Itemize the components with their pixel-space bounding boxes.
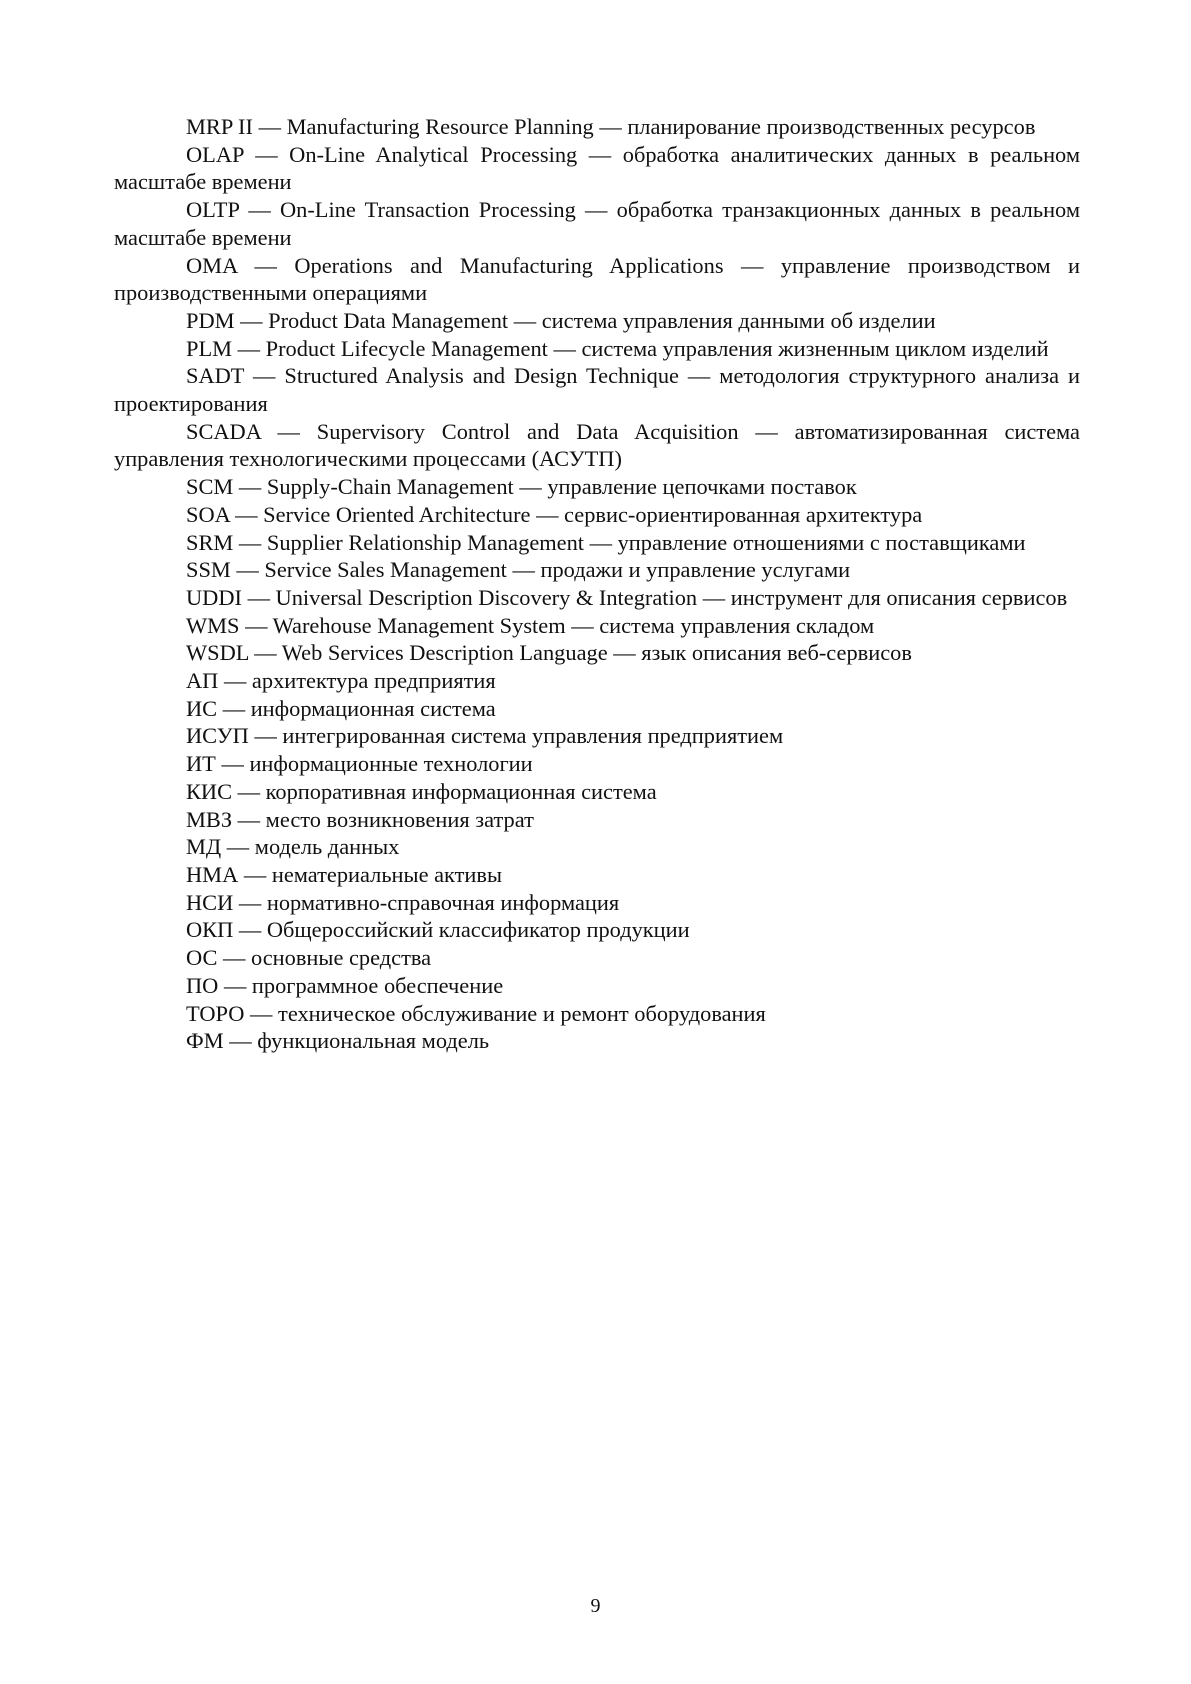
entry-definition: — информационная система — [217, 695, 496, 721]
entry-abbr: НСИ — [186, 889, 234, 915]
entry-abbr: OMA — [186, 252, 238, 278]
entry-abbr: PDM — [186, 307, 235, 333]
entry-abbr: MRP II — [186, 114, 253, 139]
entry-definition: — Supplier Relationship Management — управление отношениями с поставщиками — [233, 529, 1026, 555]
entry-definition: — Web Services Description Language — язык описания веб-сервисов — [248, 640, 912, 666]
entry-nma — [114, 861, 1080, 889]
entry-abbr: PLM — [186, 335, 233, 361]
entry-abbr: OLAP — [186, 141, 244, 167]
entry-abbr: ИСУП — [186, 723, 249, 749]
entry-definition: — Operations and Manufacturing Applications — управление производством и производственными операциями — [114, 252, 1080, 306]
entry-definition: — техническое обслуживание и ремонт оборудования — [244, 1000, 766, 1026]
entry-fm — [114, 1027, 1080, 1055]
page-number: 9 — [590, 1595, 601, 1617]
entry-definition: — Supply-Chain Management — управление цепочками поставок — [233, 474, 857, 500]
entry-definition: — модель данных — [221, 834, 400, 860]
entry-definition: — интегрированная система управления предприятием — [248, 723, 784, 749]
entry-md — [114, 833, 1080, 861]
entry-okp — [114, 916, 1080, 944]
entry-srm — [114, 529, 1080, 557]
entry-abbr: ОС — [186, 945, 218, 971]
entry-nsi — [114, 889, 1080, 917]
entry-sadt — [114, 362, 1080, 417]
entry-mrp-ii — [114, 113, 1080, 141]
entry-abbr: ИС — [186, 695, 218, 721]
entry-definition: — Supervisory Control and Data Acquisition — автоматизированная система управления технологическими процессами (АСУТП) — [114, 418, 1080, 472]
entry-definition: — информационные технологии — [215, 751, 533, 777]
entry-definition: — функциональная модель — [223, 1028, 490, 1054]
entry-ssm — [114, 556, 1080, 584]
entry-pdm — [114, 307, 1080, 335]
entry-ap — [114, 667, 1080, 695]
entry-abbr: ТОРО — [186, 1000, 245, 1026]
entry-abbr: АП — [186, 668, 219, 694]
entry-scada — [114, 418, 1080, 473]
entry-abbr: WSDL — [186, 640, 249, 666]
entry-definition: — Product Lifecycle Management — система управления жизненным циклом изделий — [232, 335, 1049, 361]
entry-definition: — программное обеспечение — [218, 972, 504, 998]
entry-abbr: ФМ — [186, 1028, 224, 1054]
entry-definition: — Universal Description Discovery & Integration — инструмент для описания сервисов — [241, 584, 1068, 610]
entry-plm — [114, 335, 1080, 363]
entry-definition: — Общероссийский классификатор продукции — [233, 917, 690, 943]
entry-definition: — On-Line Analytical Processing — обработка аналитических данных в реальном масштабе времени — [114, 141, 1080, 195]
entry-definition: — архитектура предприятия — [218, 668, 496, 694]
entry-definition: — Structured Analysis and Design Technique — методология структурного анализа и проектирования — [114, 363, 1080, 417]
entry-is — [114, 695, 1080, 723]
entry-abbr: SOA — [186, 501, 230, 527]
entry-abbr: SADT — [186, 363, 245, 389]
entry-definition: — корпоративная информационная система — [232, 778, 657, 804]
entry-toro — [114, 1000, 1080, 1028]
entry-abbr: SRM — [186, 529, 234, 555]
entry-definition: — основные средства — [217, 945, 432, 971]
entry-abbr: SCADA — [186, 418, 261, 444]
entry-definition: — нематериальные активы — [238, 861, 503, 887]
entry-scm — [114, 473, 1080, 501]
entry-kis — [114, 778, 1080, 806]
entry-os — [114, 944, 1080, 972]
entry-abbr: КИС — [186, 778, 233, 804]
entry-wms — [114, 612, 1080, 640]
entry-it — [114, 750, 1080, 778]
entry-abbr: ПО — [186, 972, 219, 998]
entry-isup — [114, 722, 1080, 750]
entry-abbr: ОКП — [186, 917, 234, 943]
entry-abbr: МД — [186, 834, 222, 860]
entry-wsdl — [114, 639, 1080, 667]
entry-soa — [114, 501, 1080, 529]
entry-olap — [114, 141, 1080, 196]
entry-po — [114, 972, 1080, 1000]
entry-abbr: МВЗ — [186, 806, 233, 832]
entry-abbr: WMS — [186, 612, 240, 638]
entry-oma — [114, 252, 1080, 307]
entry-mvz — [114, 806, 1080, 834]
entry-abbr: НМА — [186, 861, 239, 887]
entry-definition: — On-Line Transaction Processing — обработка транзакционных данных в реальном масштабе времени — [114, 197, 1080, 250]
entry-abbr: OLTP — [186, 197, 240, 223]
entry-abbr: ИТ — [186, 751, 216, 777]
entry-oltp — [114, 196, 1080, 251]
entry-abbr: UDDI — [186, 584, 242, 610]
entry-definition: — Service Sales Management — продажи и управление услугами — [230, 557, 851, 583]
entry-definition: — место возникновения затрат — [232, 806, 534, 832]
entry-definition: — Service Oriented Architecture — сервис-ориентированная архитектура — [229, 501, 923, 527]
entry-abbr: SSM — [186, 557, 231, 583]
entry-abbr: SCM — [186, 474, 234, 500]
entry-definition: — Warehouse Management System — система управления складом — [239, 612, 875, 638]
abbreviation-list — [114, 113, 1080, 1055]
entry-definition: — Manufacturing Resource Planning — планирование производственных ресурсов — [252, 114, 1036, 139]
entry-definition: — Product Data Management — система управления данными об изделии — [234, 307, 936, 333]
entry-uddi — [114, 584, 1080, 612]
entry-definition: — нормативно-справочная информация — [233, 889, 620, 915]
